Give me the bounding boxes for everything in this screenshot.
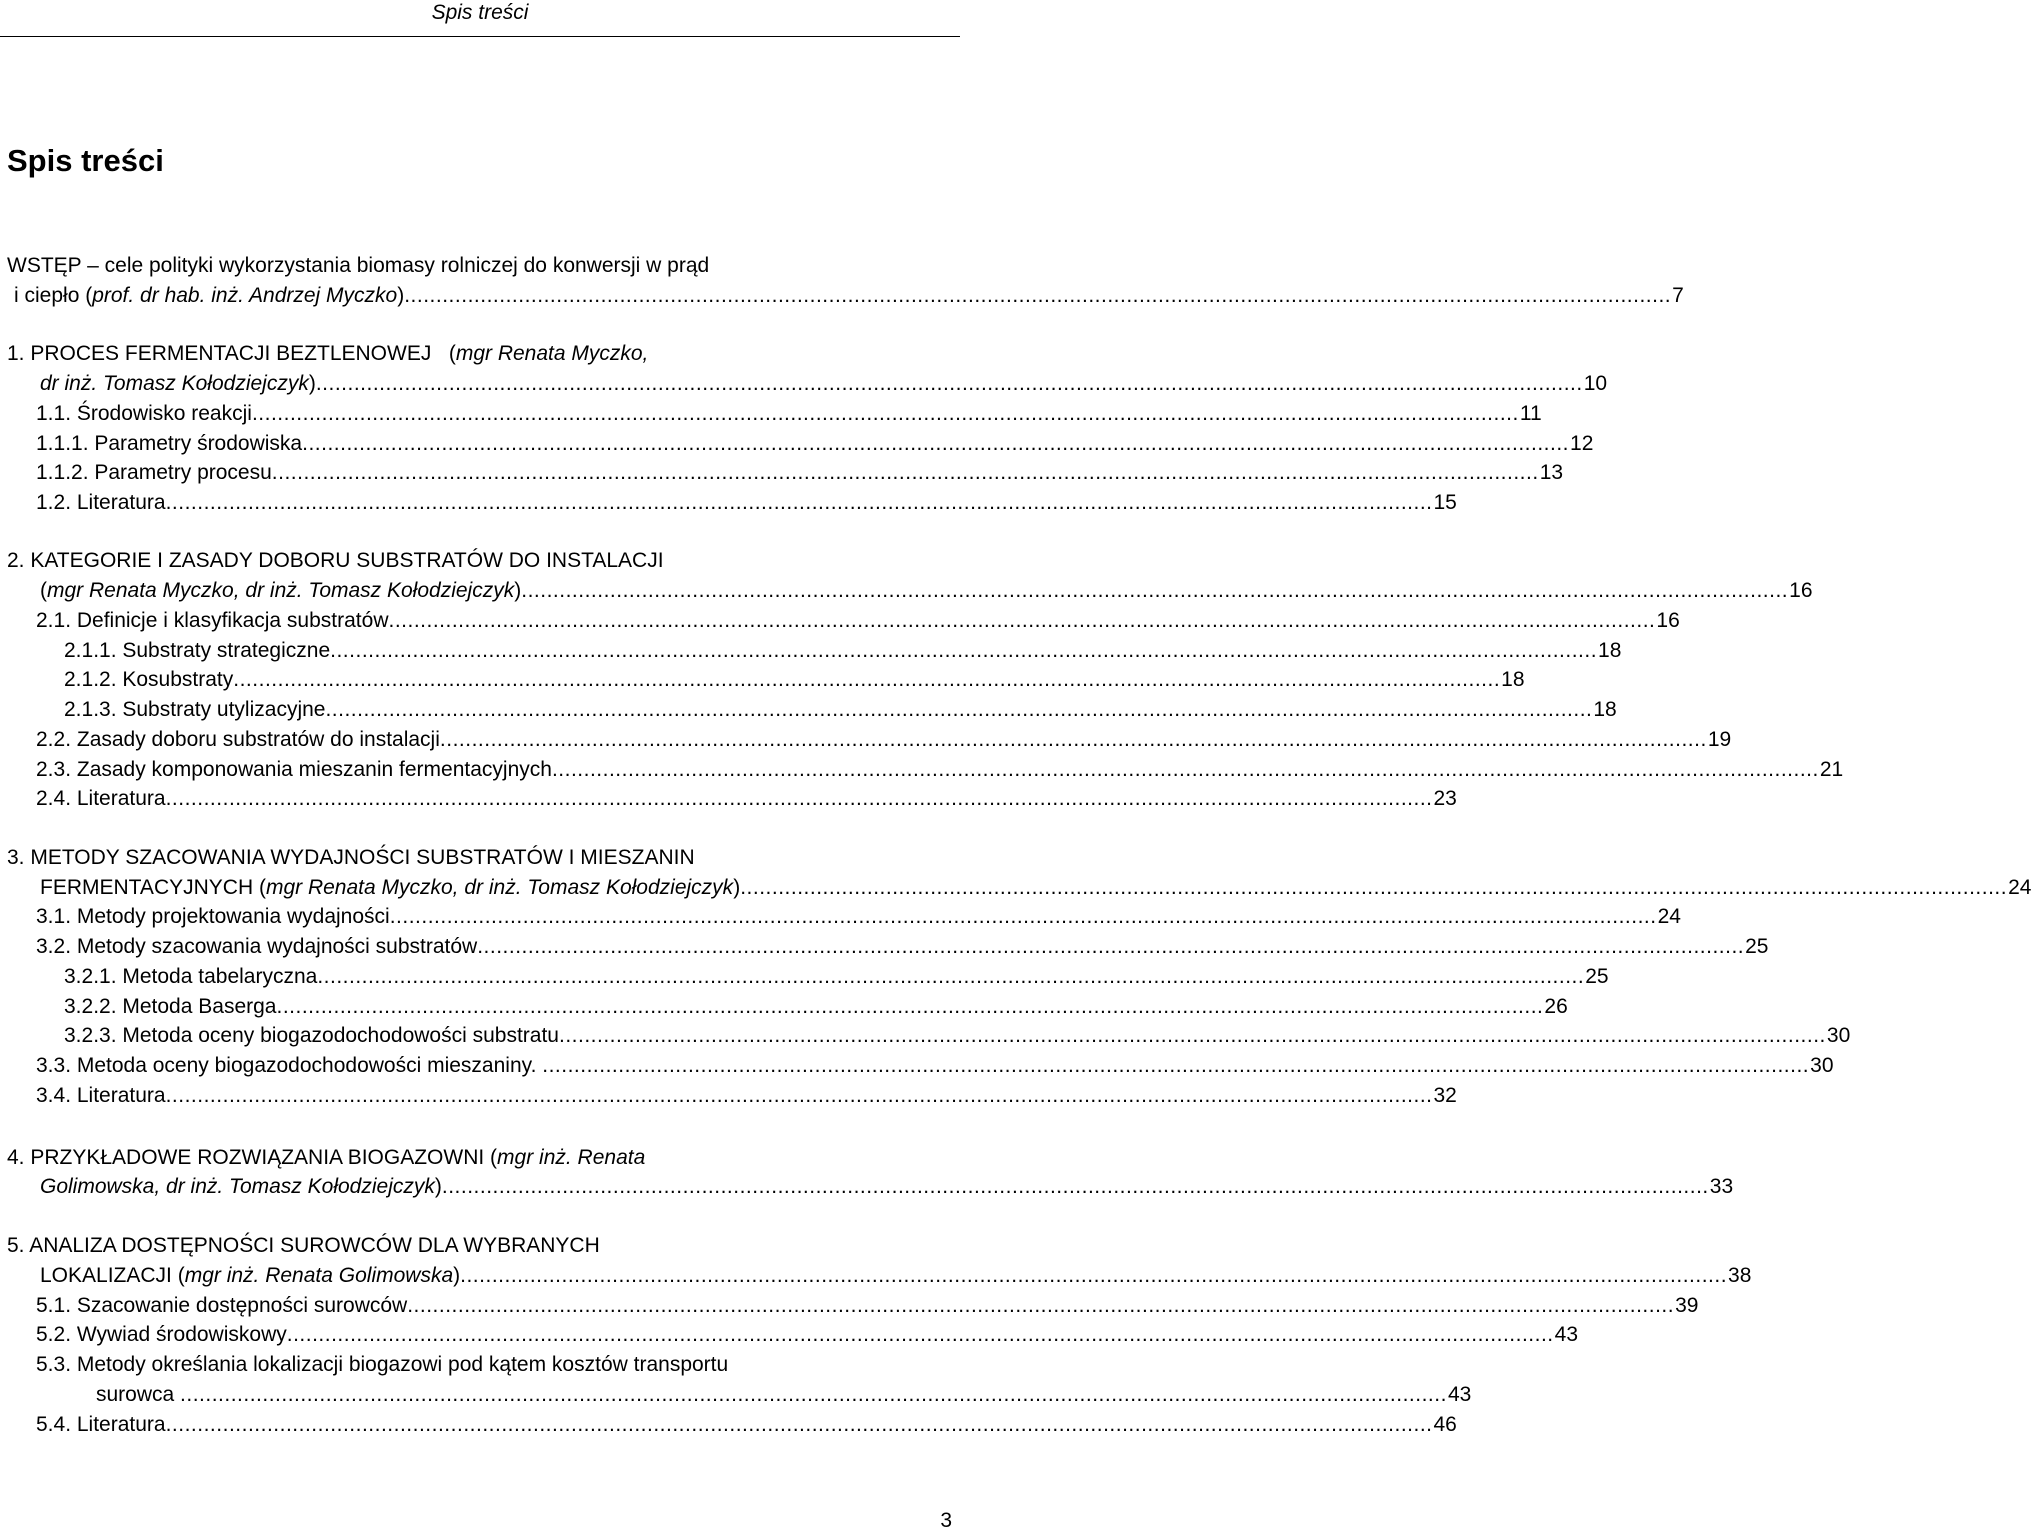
toc-entry-text: WSTĘP – cele polityki wykorzystania biomasy rolniczej do konwersji w prąd: [7, 254, 710, 277]
toc-entry[interactable]: [7, 1231, 600, 1261]
toc-entry[interactable]: [64, 962, 1609, 992]
toc-page-number: 33: [1709, 1175, 1734, 1198]
toc-dot-leader: ........................................................................................................................................................................................................: [286, 1323, 1554, 1346]
toc-entry[interactable]: [7, 1143, 645, 1173]
toc-entry-text: 3.4. Literatura: [36, 1084, 166, 1107]
toc-entry[interactable]: [36, 1320, 1578, 1350]
toc-entry-title: [7, 1143, 645, 1173]
toc-page-number: 18: [1501, 668, 1525, 691]
toc-entry-title: [14, 281, 404, 311]
toc-entry-title: [36, 429, 302, 459]
toc-entry[interactable]: [40, 369, 1608, 399]
toc-entry[interactable]: [96, 1380, 1472, 1410]
toc-entry-text: 5.4. Literatura: [36, 1413, 166, 1436]
toc-dot-leader: ........................................................................................................................................................................................................: [276, 995, 1544, 1018]
toc-page-number: 16: [1656, 609, 1680, 632]
toc-entry[interactable]: [7, 546, 664, 576]
toc-dot-leader: ........................................................................................................................................................................................................: [559, 1024, 1826, 1047]
toc-page-number: 43: [1554, 1323, 1578, 1346]
toc-entry-title: [40, 1172, 442, 1202]
toc-dot-leader: ........................................................................................................................................................................................................: [404, 284, 1672, 307]
toc-entry-title: [7, 339, 648, 369]
toc-entry[interactable]: [64, 636, 1622, 666]
toc-dot-leader: ........................................................................................................................................................................................................: [740, 876, 2008, 899]
toc-entry[interactable]: [36, 725, 1732, 755]
toc-entry-text: ): [453, 1264, 461, 1287]
toc-entry-title: [64, 962, 317, 992]
toc-page-number: 12: [1570, 432, 1594, 455]
toc-entry-title: [64, 636, 330, 666]
toc-entry-title: [36, 1291, 407, 1321]
toc-page-number: 16: [1789, 579, 1813, 602]
toc-entry[interactable]: [36, 1350, 728, 1380]
toc-entry-title: [36, 399, 252, 429]
toc-entry[interactable]: [40, 576, 1813, 606]
toc-entry-title: [36, 725, 440, 755]
toc-entry[interactable]: [36, 1291, 1699, 1321]
toc-entry-title: [7, 1231, 600, 1261]
toc-dot-leader: ........................................................................................................................................................................................................: [521, 579, 1789, 602]
toc-entry-title: [36, 606, 388, 636]
toc-dot-leader: ........................................................................................................................................................................................................: [460, 1264, 1728, 1287]
toc-entry[interactable]: [36, 784, 1457, 814]
toc-entry-text: 5.3. Metody określania lokalizacji biogazowi pod kątem kosztów transportu: [36, 1353, 729, 1376]
toc-entry[interactable]: [36, 755, 1844, 785]
toc-entry-title: [36, 1081, 166, 1111]
toc-page-number: 11: [1519, 402, 1542, 425]
toc-page-number: 39: [1675, 1294, 1699, 1317]
toc-entry-title: [36, 1410, 166, 1440]
toc-entry-title: [7, 843, 695, 873]
toc-dot-leader: ........................................................................................................................................................................................................: [233, 668, 1501, 691]
toc-entry-title: [36, 458, 272, 488]
toc-page-number: 30: [1810, 1054, 1834, 1077]
toc-dot-leader: ........................................................................................................................................................................................................: [325, 698, 1593, 721]
toc-page-number: 21: [1819, 758, 1844, 781]
toc-entry-text: i ciepło (: [14, 284, 93, 307]
toc-entry-text: 2.1.1. Substraty strategiczne: [64, 639, 331, 662]
toc-entry-title: [64, 695, 325, 725]
toc-page-number: 18: [1598, 639, 1622, 662]
toc-entry-title: [36, 1051, 542, 1081]
toc-entry-title: [36, 902, 390, 932]
toc-entry-title: [36, 755, 552, 785]
toc-dot-leader: ........................................................................................................................................................................................................: [317, 965, 1585, 988]
toc-dot-leader: ........................................................................................................................................................................................................: [165, 1413, 1433, 1436]
toc-entry[interactable]: [7, 339, 648, 369]
toc-entry-text: ): [514, 579, 522, 602]
toc-dot-leader: ........................................................................................................................................................................................................: [388, 609, 1656, 632]
toc-dot-leader: ........................................................................................................................................................................................................: [542, 1054, 1810, 1077]
toc-page-number: 13: [1539, 461, 1564, 484]
toc-entry-title: [40, 1261, 460, 1291]
toc-entry-text: FERMENTACYJNYCH (: [40, 876, 266, 899]
toc-entry-title: [7, 251, 709, 281]
toc-dot-leader: ........................................................................................................................................................................................................: [165, 491, 1433, 514]
toc-entry-text: (: [40, 579, 47, 602]
toc-entry-title: [7, 546, 664, 576]
toc-entry-text: 2.2. Zasady doboru substratów do instalacji: [36, 728, 440, 751]
toc-page-number: 10: [1583, 372, 1608, 395]
toc-dot-leader: ........................................................................................................................................................................................................: [165, 787, 1433, 810]
toc-entry-title: [40, 873, 740, 903]
toc-entry-text: 5.1. Szacowanie dostępności surowców: [36, 1294, 408, 1317]
toc-dot-leader: ........................................................................................................................................................................................................: [477, 935, 1745, 958]
toc-page-number: 15: [1433, 491, 1457, 514]
toc-dot-leader: ........................................................................................................................................................................................................: [551, 758, 1819, 781]
toc-entry-author: mgr Renata Myczko,: [455, 342, 649, 365]
toc-entry-text: 1.1.1. Parametry środowiska: [36, 432, 303, 455]
toc-page-number: 43: [1447, 1383, 1472, 1406]
toc-page-number: 46: [1433, 1413, 1457, 1436]
toc-entry-author: mgr Renata Myczko, dr inż. Tomasz Kołodziejczyk: [265, 876, 734, 899]
toc-entry-title: [36, 1320, 287, 1350]
toc-dot-leader: ........................................................................................................................................................................................................: [251, 402, 1519, 425]
toc-entry[interactable]: [40, 1261, 1752, 1291]
toc-page-number: 25: [1585, 965, 1609, 988]
toc-entry-text: 1. PROCES FERMENTACJI BEZTLENOWEJ (: [7, 342, 456, 365]
toc-entry-text: 3.2.1. Metoda tabelaryczna: [64, 965, 318, 988]
toc-entry[interactable]: [36, 932, 1769, 962]
toc-entry[interactable]: [36, 1081, 1457, 1111]
toc-entry-title: [40, 369, 316, 399]
toc-entry-text: 1.1. Środowisko reakcji: [36, 402, 252, 425]
toc-entry-author: mgr inż. Renata Golimowska: [184, 1264, 454, 1287]
toc-dot-leader: ........................................................................................................................................................................................................: [180, 1383, 1447, 1406]
toc-dot-leader: ........................................................................................................................................................................................................: [389, 905, 1657, 928]
toc-dot-leader: ........................................................................................................................................................................................................: [407, 1294, 1675, 1317]
toc-entry-text: 4. PRZYKŁADOWE ROZWIĄZANIA BIOGAZOWNI (: [7, 1146, 498, 1169]
toc-entry-text: 2.1. Definicje i klasyfikacja substratów: [36, 609, 389, 632]
toc-entry[interactable]: [36, 399, 1542, 429]
toc-entry-text: 5.2. Wywiad środowiskowy: [36, 1323, 287, 1346]
toc-entry-text: surowca: [96, 1383, 181, 1406]
toc-page-number: 24: [2008, 876, 2031, 899]
toc-entry-title: [64, 1021, 559, 1051]
toc-entry-text: 3.1. Metody projektowania wydajności: [36, 905, 390, 928]
toc-page-number: 25: [1745, 935, 1769, 958]
toc-entry-text: 5. ANALIZA DOSTĘPNOŚCI SUROWCÓW DLA WYBRANYCH: [7, 1234, 600, 1257]
toc-dot-leader: ........................................................................................................................................................................................................: [165, 1084, 1433, 1107]
toc-entry-text: 3.2.2. Metoda Baserga: [64, 995, 277, 1018]
page-number: 3: [940, 1509, 952, 1532]
toc-entry-text: ): [397, 284, 405, 307]
toc-entry-text: 2.4. Literatura: [36, 787, 166, 810]
toc-entry-text: ): [733, 876, 741, 899]
toc-entry[interactable]: [64, 695, 1617, 725]
toc-entry-text: 2.1.3. Substraty utylizacyjne: [64, 698, 326, 721]
toc-dot-leader: ........................................................................................................................................................................................................: [271, 461, 1539, 484]
toc-entry[interactable]: [64, 992, 1568, 1022]
toc-entry-title: [36, 932, 477, 962]
toc-dot-leader: ........................................................................................................................................................................................................: [302, 432, 1570, 455]
toc-entry-title: [36, 1350, 728, 1380]
toc-entry-text: 2. KATEGORIE I ZASADY DOBORU SUBSTRATÓW DO INSTALACJI: [7, 549, 664, 572]
toc-entry[interactable]: [36, 429, 1594, 459]
toc-entry[interactable]: [7, 251, 709, 281]
toc-entry-author: mgr Renata Myczko, dr inż. Tomasz Kołodziejczyk: [47, 579, 515, 602]
toc-entry[interactable]: [64, 1021, 1851, 1051]
toc-entry-title: [96, 1380, 180, 1410]
toc-entry-author: Golimowska, dr inż. Tomasz Kołodziejczyk: [40, 1175, 435, 1198]
running-header-title: Spis treści: [431, 1, 529, 24]
toc-entry[interactable]: [36, 1410, 1457, 1440]
toc-page-number: 32: [1433, 1084, 1457, 1107]
toc-entry[interactable]: [36, 902, 1681, 932]
toc-entry-title: [64, 992, 276, 1022]
toc-entry[interactable]: [36, 1051, 1834, 1081]
toc-dot-leader: ........................................................................................................................................................................................................: [330, 639, 1598, 662]
toc-entry-text: 3. METODY SZACOWANIA WYDAJNOŚCI SUBSTRATÓW I MIESZANIN: [7, 846, 695, 869]
toc-entry[interactable]: [40, 873, 2031, 903]
toc-page-number: 7: [1672, 284, 1684, 307]
toc-entry[interactable]: [36, 488, 1457, 518]
toc-page-number: 24: [1657, 905, 1681, 928]
toc-page-number: 18: [1593, 698, 1617, 721]
toc-entry-author: dr inż. Tomasz Kołodziejczyk: [40, 372, 309, 395]
toc-entry-title: [64, 665, 233, 695]
toc-entry-text: 3.2.3. Metoda oceny biogazodochodowości substratu: [64, 1024, 559, 1047]
toc-dot-leader: ........................................................................................................................................................................................................: [441, 1175, 1709, 1198]
toc-entry-title: [40, 576, 521, 606]
toc-entry-author: mgr inż. Renata: [497, 1146, 646, 1169]
toc-entry-text: ): [308, 372, 316, 395]
toc-page-number: 30: [1826, 1024, 1851, 1047]
toc-entry-text: 3.3. Metoda oceny biogazodochodowości mieszaniny.: [36, 1054, 543, 1077]
toc-dot-leader: ........................................................................................................................................................................................................: [315, 372, 1583, 395]
toc-entry[interactable]: [36, 606, 1680, 636]
toc-entry-text: 3.2. Metody szacowania wydajności substratów: [36, 935, 478, 958]
toc-entry-text: 1.1.2. Parametry procesu: [36, 461, 272, 484]
toc-entry[interactable]: [64, 665, 1525, 695]
toc-page-number: 38: [1728, 1264, 1752, 1287]
toc-entry-author: prof. dr hab. inż. Andrzej Myczko: [92, 284, 398, 307]
toc-entry-text: 1.2. Literatura: [36, 491, 166, 514]
toc-entry[interactable]: [14, 281, 1684, 311]
toc-entry-title: [36, 784, 166, 814]
toc-entry-text: 2.1.2. Kosubstraty: [64, 668, 234, 691]
toc-page-number: 23: [1433, 787, 1457, 810]
toc-page-number: 26: [1544, 995, 1568, 1018]
toc-entry[interactable]: [36, 458, 1564, 488]
toc-dot-leader: ........................................................................................................................................................................................................: [439, 728, 1707, 751]
toc-entry[interactable]: [40, 1172, 1734, 1202]
page-title: Spis treści: [7, 143, 164, 178]
toc-entry-title: [36, 488, 166, 518]
toc-entry[interactable]: [7, 843, 695, 873]
toc-entry-text: LOKALIZACJI (: [40, 1264, 185, 1287]
toc-entry-text: 2.3. Zasady komponowania mieszanin fermentacyjnych: [36, 758, 552, 781]
toc-page-number: 19: [1707, 728, 1732, 751]
toc-entry-text: ): [434, 1175, 442, 1198]
